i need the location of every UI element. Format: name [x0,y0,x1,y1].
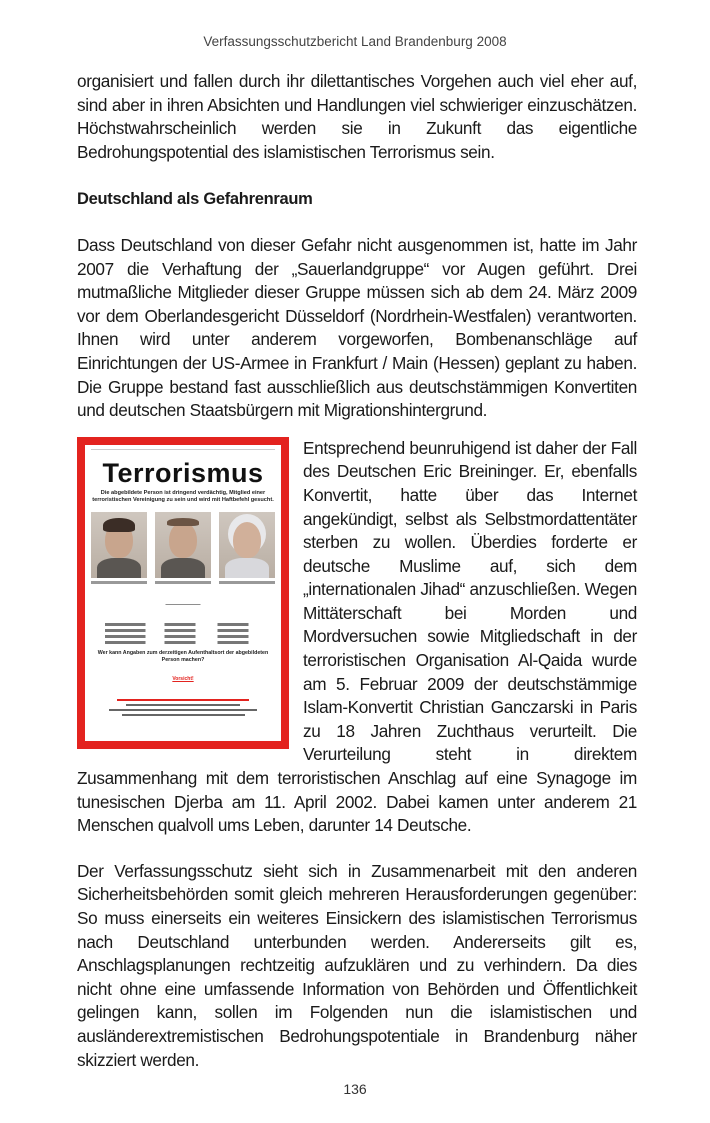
paragraph-sauerlandgruppe: Dass Deutschland von dieser Gefahr nicht ausgenommen ist, hatte im Jahr 2007 die Verhaftung der „Sauerlandgruppe“ vor Augen geführt. Drei mutmaßliche Mitglieder dieser Gruppe müssen sich ab dem 24. März 2009 vor dem Oberlandesgericht Düsseldorf (Nordrhein-Westfalen) verantworten. Ihnen wird unter anderem vorgeworfen, Bombenanschläge auf Einrichtungen der US-Armee in Frankfurt / Main (Hessen) geplant zu haben. Die Gruppe bestand fast ausschließlich aus deutschstämmigen Konvertiten und deutschen Staatsbürgern mit Migrationshintergrund. [77,234,637,421]
poster-top-rule [91,449,275,456]
suspect-photo-1 [91,512,147,578]
poster-section-divider: ——————— [165,601,201,608]
poster-title: Terrorismus [102,457,264,488]
running-header: Verfassungsschutzbericht Land Brandenburg 2008 [203,34,507,49]
poster-subtitle: Die abgebildete Person ist dringend verdächtig, Mitglied einer terroristischen Vereinigung zu sein und wird mit Haftbefehl gesucht. [92,489,274,503]
wanted-poster-image [77,437,289,749]
suspect-photos [91,512,275,578]
suspect-photo-2 [155,512,211,578]
poster-contact-lines [101,699,265,717]
paragraph-breininger: Entsprechend beunruhigend ist daher der Fall des Deutschen Eric Breininger. Er, ebenfalls Konvertit, hatte über das Internet angekündigt, selbst als Selbstmordattentäter sterben zu wollen. Überdies forderte er deutsche Muslime auf, sich dem „internationalen Jihad“ anzuschließen. Wegen Mittäterschaft bei Morden und Mordversuchen sowie Mitgliedschaft in der terroristischen Organisation Al-Qaida wurde am 5. Februar 2009 der deutschstämmige Islam-Konvertit Christian Ganczarski in Paris zu 18 Jahren Zuchthaus verurteilt. Die Verurteilung steht in direktem Zusammenhang mit dem terroristischen Anschlag auf eine Synagoge im tunesischen Djerba am 11. April 2002. Dabei kamen unter anderem 21 Menschen qualvoll ums Leben, darunter 14 Deutsche. [77,437,637,836]
wanted-poster-inner [85,445,281,741]
suspect-photo-3 [219,512,275,578]
page-number: 136 [343,1081,367,1097]
poster-warning: Vorsicht! [172,675,194,682]
personal-data-rows [105,623,261,644]
poster-question: Wer kann Angaben zum derzeitigen Aufenthaltsort der abgebildeten Person machen? [97,650,269,664]
section-heading: Deutschland als Gefahrenraum [77,190,313,209]
page-body [77,70,637,1072]
photo-captions [91,581,275,584]
paragraph-intro: organisiert und fallen durch ihr dilettantisches Vorgehen auch viel eher auf, sind aber in ihren Absichten und Handlungen viel schwieriger einzuschätzen. Höchstwahrscheinlich werden sie in Zukunft das eigentliche Bedrohungspotential des islamistischen Terrorismus sein. [77,71,637,162]
paragraph-challenges: Der Verfassungsschutz sieht sich in Zusammenarbeit mit den anderen Sicherheitsbehörden somit gleich mehreren Herausforderungen gegenüber: So muss einerseits ein weiteres Einsickern des islamistischen Terrorismus nach Deutschland unterbunden werden. Andererseits gilt es, Anschlagsplanungen rechtzeitig aufzuklären und zu verhindern. Da dies nicht ohne eine umfassende Information von Behörden und Öffentlichkeit gelingen kann, sollen im Folgenden nun die islamistischen und ausländerextremistischen Bedrohungspotentiale in Brandenburg näher skizziert werden. [77,860,637,1070]
